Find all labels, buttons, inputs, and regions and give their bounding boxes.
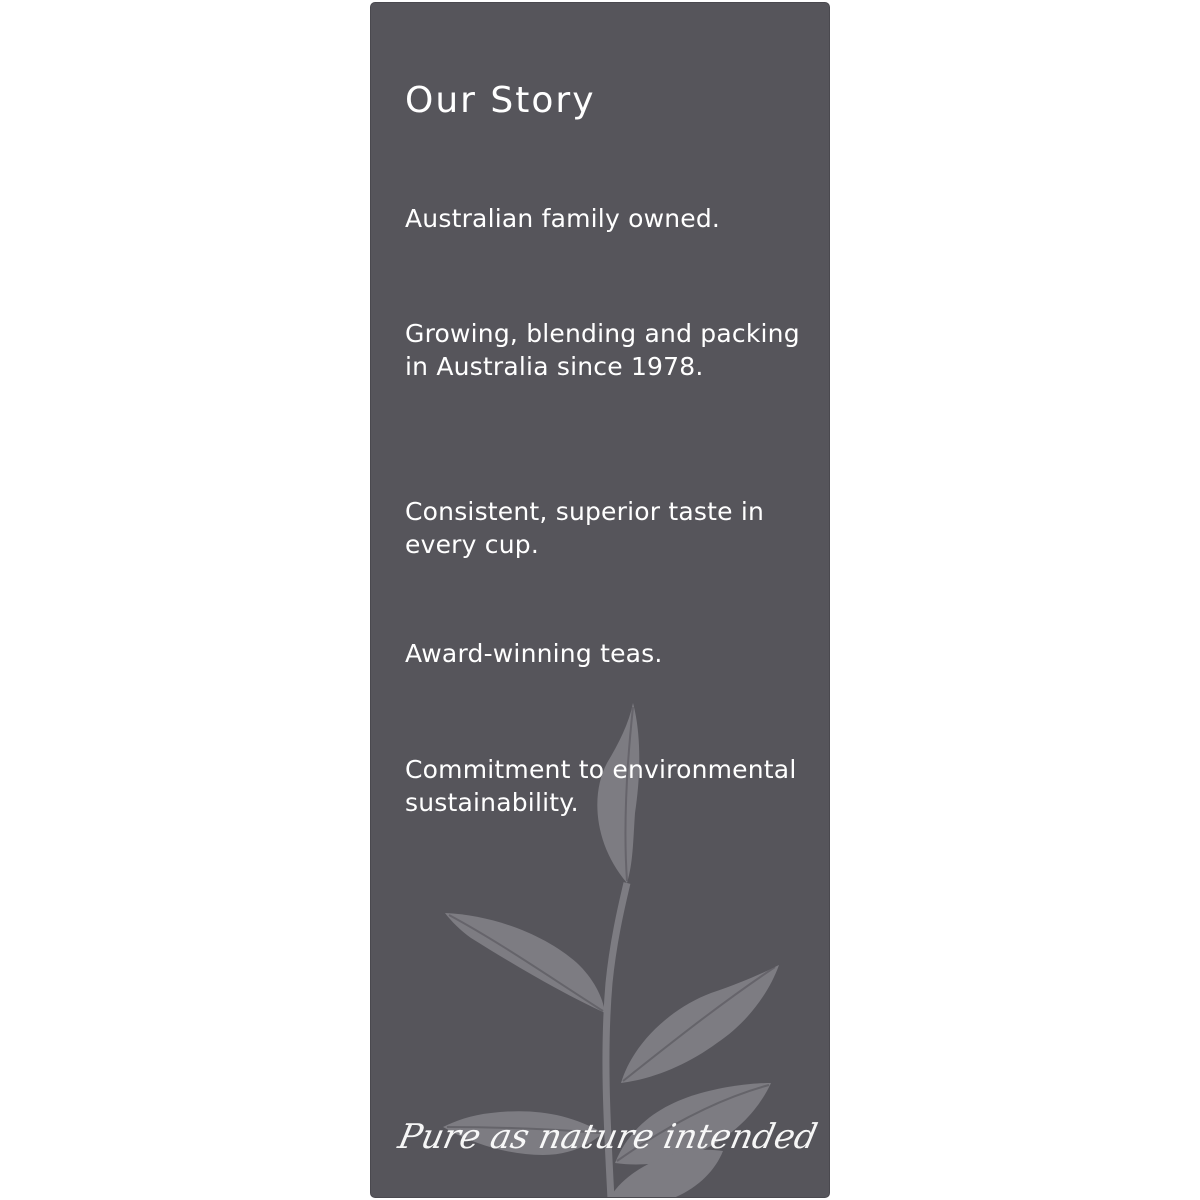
story-point-family-owned: Australian family owned. — [405, 204, 721, 233]
page-title: Our Story — [405, 80, 596, 121]
our-story-panel — [370, 2, 830, 1198]
story-point-award-winning: Award-winning teas. — [405, 639, 663, 668]
tagline: Pure as nature intended — [394, 1117, 821, 1157]
story-point-growing-since: Growing, blending and packing in Australia since 1978. — [405, 319, 800, 381]
tea-leaf-sprig-icon — [371, 3, 830, 1198]
story-point-sustainability: Commitment to environmental sustainability. — [405, 755, 797, 817]
story-point-superior-taste: Consistent, superior taste in every cup. — [405, 497, 765, 559]
